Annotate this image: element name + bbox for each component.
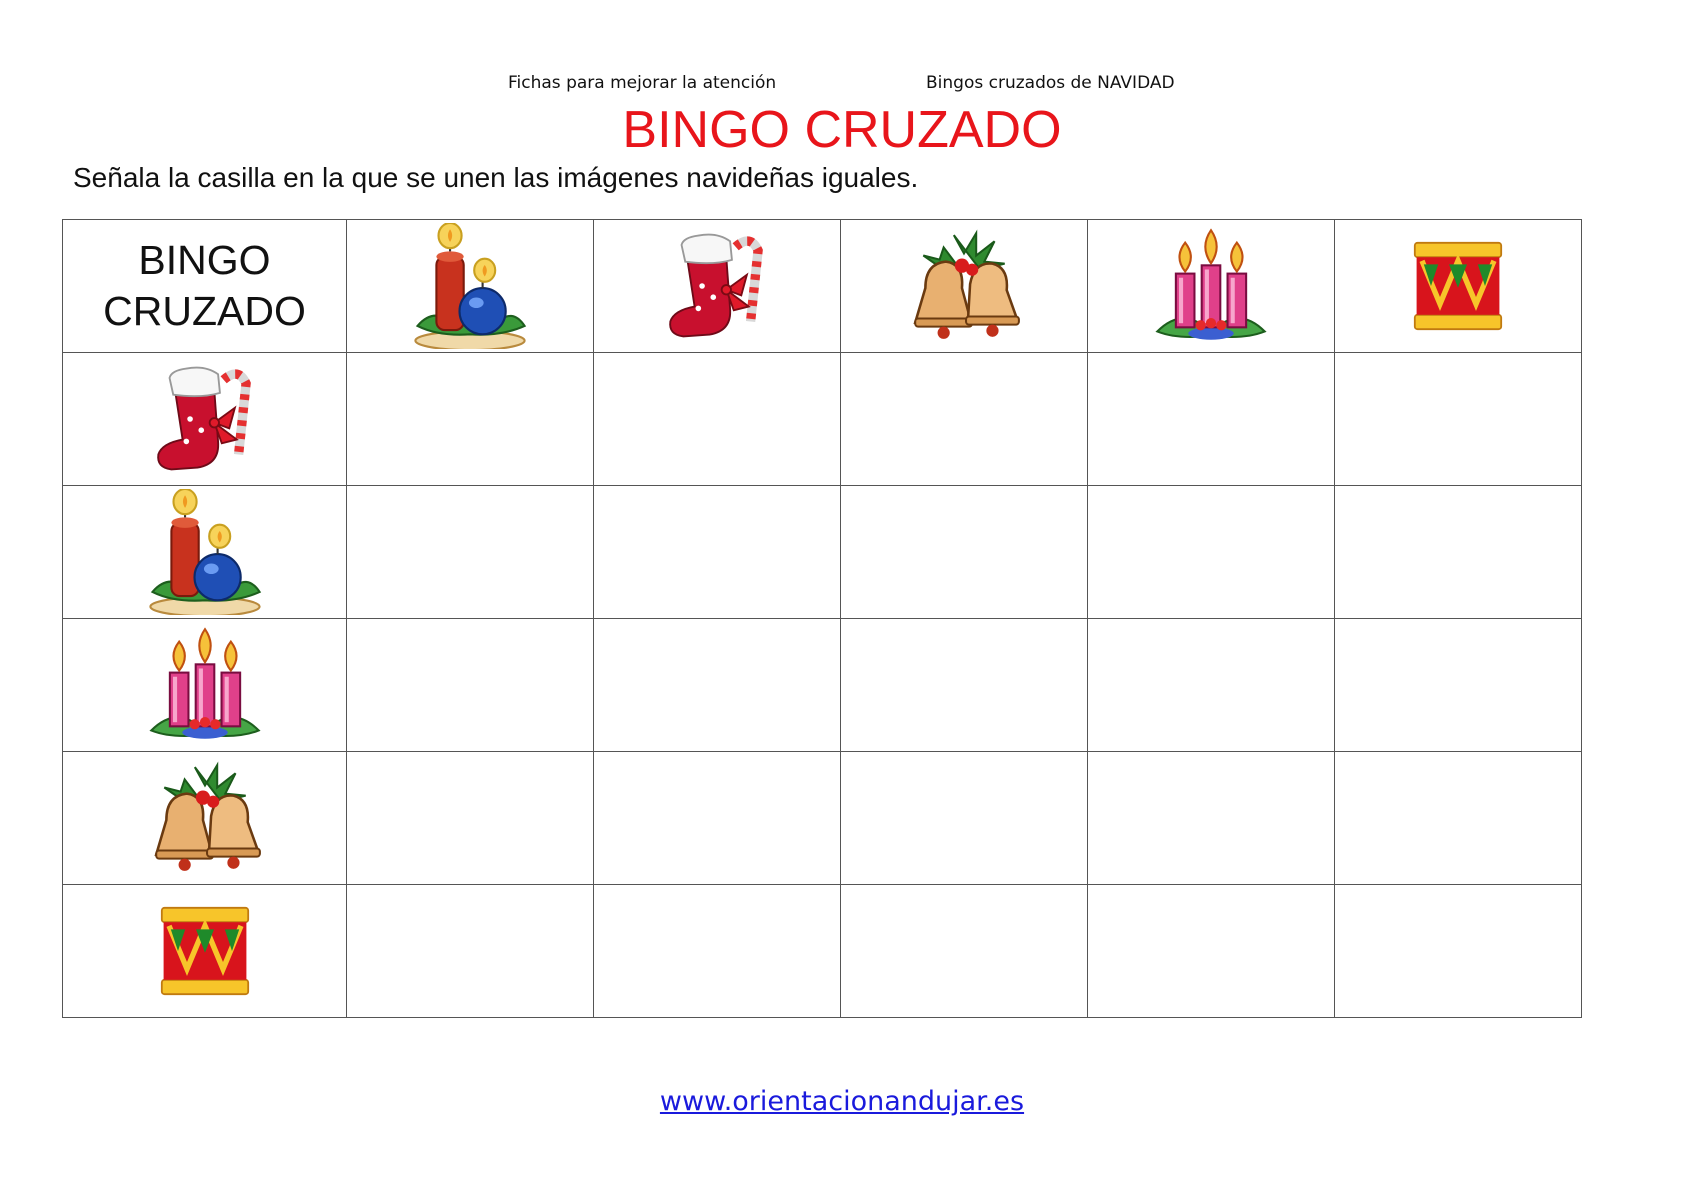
row-header-3 bbox=[63, 619, 347, 752]
row-header-5 bbox=[63, 885, 347, 1018]
grid-row-3 bbox=[63, 619, 1582, 752]
grid-cell[interactable] bbox=[1335, 353, 1582, 486]
grid-row-1 bbox=[63, 353, 1582, 486]
grid-cell[interactable] bbox=[594, 353, 841, 486]
website-link[interactable]: www.orientacionandujar.es bbox=[659, 1086, 1025, 1117]
page-footer bbox=[0, 1086, 1684, 1117]
page-title: BINGO CRUZADO bbox=[622, 101, 1062, 159]
grid-cell[interactable] bbox=[1335, 486, 1582, 619]
row-header-1 bbox=[63, 353, 347, 486]
grid-cell[interactable] bbox=[1088, 752, 1335, 885]
grid-cell[interactable] bbox=[347, 619, 594, 752]
grid-cell[interactable] bbox=[347, 885, 594, 1018]
grid-cell[interactable] bbox=[347, 486, 594, 619]
grid-cell[interactable] bbox=[1088, 486, 1335, 619]
row-header-4 bbox=[63, 752, 347, 885]
grid-cell[interactable] bbox=[347, 752, 594, 885]
grid-cell[interactable] bbox=[841, 619, 1088, 752]
column-header-3 bbox=[841, 220, 1088, 353]
column-header-4 bbox=[1088, 220, 1335, 353]
column-header-5 bbox=[1335, 220, 1582, 353]
header-left-text: Fichas para mejorar la atención bbox=[508, 73, 777, 93]
grid-cell[interactable] bbox=[841, 752, 1088, 885]
candles-ornament-icon bbox=[347, 223, 593, 349]
grid-cell[interactable] bbox=[841, 353, 1088, 486]
grid-cell[interactable] bbox=[594, 619, 841, 752]
grid-cell[interactable] bbox=[594, 885, 841, 1018]
three-candles-icon bbox=[63, 623, 346, 747]
bells-icon bbox=[841, 225, 1087, 347]
grid-cell[interactable] bbox=[1335, 885, 1582, 1018]
column-header-1 bbox=[347, 220, 594, 353]
column-header-2 bbox=[594, 220, 841, 353]
grid-cell[interactable] bbox=[1335, 619, 1582, 752]
grid-cell[interactable] bbox=[841, 885, 1088, 1018]
bells-icon bbox=[63, 757, 346, 879]
header-row bbox=[63, 220, 1582, 353]
stocking-icon bbox=[63, 363, 346, 475]
candles-ornament-icon bbox=[63, 489, 346, 615]
grid-cell[interactable] bbox=[1088, 619, 1335, 752]
grid-row-2 bbox=[63, 486, 1582, 619]
drum-icon bbox=[1335, 232, 1581, 340]
grid-cell[interactable] bbox=[1088, 353, 1335, 486]
instruction-text: Señala la casilla en la que se unen las imágenes navideñas iguales. bbox=[73, 162, 919, 193]
corner-label-line2: CRUZADO bbox=[103, 288, 306, 334]
drum-icon bbox=[63, 897, 346, 1005]
header-right-text: Bingos cruzados de NAVIDAD bbox=[926, 73, 1175, 93]
corner-cell bbox=[63, 220, 347, 353]
corner-label bbox=[63, 235, 346, 337]
stocking-icon bbox=[594, 230, 840, 342]
three-candles-icon bbox=[1088, 224, 1334, 348]
row-header-2 bbox=[63, 486, 347, 619]
page-header bbox=[0, 73, 1684, 97]
corner-label-line1: BINGO bbox=[138, 237, 271, 283]
grid-cell[interactable] bbox=[347, 353, 594, 486]
grid-cell[interactable] bbox=[594, 486, 841, 619]
grid-cell[interactable] bbox=[1335, 752, 1582, 885]
bingo-grid bbox=[62, 219, 1582, 1018]
grid-row-5 bbox=[63, 885, 1582, 1018]
grid-cell[interactable] bbox=[841, 486, 1088, 619]
grid-cell[interactable] bbox=[1088, 885, 1335, 1018]
grid-row-4 bbox=[63, 752, 1582, 885]
grid-cell[interactable] bbox=[594, 752, 841, 885]
